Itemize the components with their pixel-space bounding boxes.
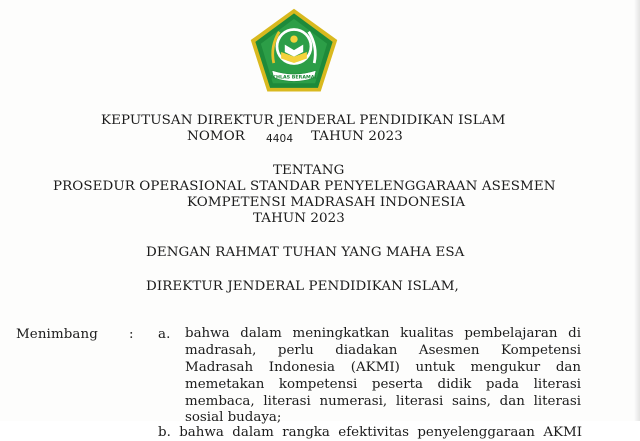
considering-line-3: Madrasah Indonesia (AKMI) untuk mengukur dan (185, 360, 581, 375)
considering-line-1: bahwa dalam meningkatkan kualitas pembelajaran di (185, 326, 581, 341)
considering-colon: : (129, 327, 134, 342)
decree-number-value: 4404 (266, 133, 294, 145)
decree-subject-line-3: TAHUN 2023 (253, 211, 345, 226)
considering-line-4: memetakan kompetensi peserta didik pada literasi (185, 377, 581, 392)
decree-subject-line-2: KOMPETENSI MADRASAH INDONESIA (187, 195, 466, 210)
official-title: DIREKTUR JENDERAL PENDIDIKAN ISLAM, (146, 279, 459, 294)
considering-label: Menimbang (16, 327, 98, 342)
svg-text:IKHLAS BERAMAL: IKHLAS BERAMAL (270, 75, 318, 81)
decree-number-label: NOMOR (187, 129, 245, 144)
tentang-heading: TENTANG (273, 163, 345, 178)
considering-line-b-cutoff: b. bahwa dalam rangka efektivitas penyelenggaraan AKMI (158, 425, 582, 440)
decree-subject-line-1: PROSEDUR OPERASIONAL STANDAR PENYELENGGARAAN ASESMEN (53, 179, 556, 194)
considering-line-6: sosial budaya; (185, 410, 282, 425)
decree-year: TAHUN 2023 (311, 129, 403, 144)
ministry-emblem-icon (248, 6, 340, 98)
item-marker-a: a. (158, 327, 171, 342)
invocation-text: DENGAN RAHMAT TUHAN YANG MAHA ESA (146, 245, 465, 260)
page-edge-shadow (634, 0, 640, 421)
considering-line-2: madrasah, perlu diadakan Asesmen Kompetensi (185, 343, 581, 358)
considering-line-5: membaca, literasi numerasi, literasi sains, dan literasi (185, 394, 581, 409)
decree-title: KEPUTUSAN DIREKTUR JENDERAL PENDIDIKAN ISLAM (101, 113, 506, 128)
